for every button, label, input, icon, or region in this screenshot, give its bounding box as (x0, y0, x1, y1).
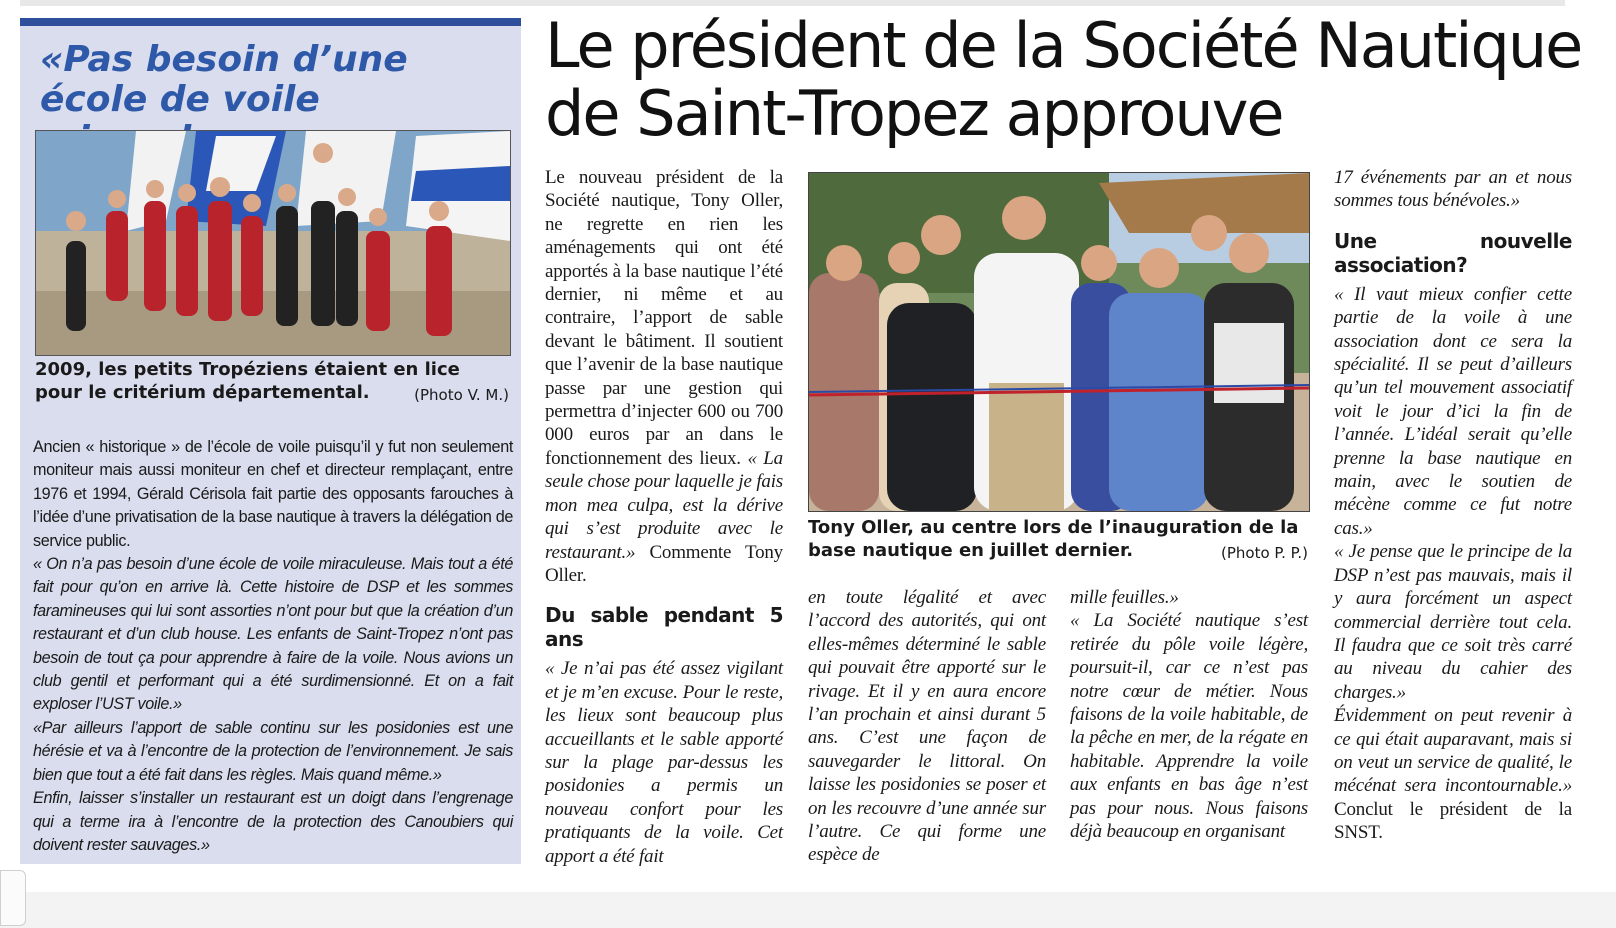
sidebar-photo-credit: (Photo V. M.) (414, 386, 509, 404)
sailing-kids-photo (35, 130, 511, 356)
sidebar-body (33, 436, 513, 857)
sidebar-title: «Pas besoin d’une école de voile (40, 39, 408, 120)
article-conclusion: Conclut le président de la SNST. (1334, 798, 1572, 844)
article-column-1 (545, 166, 783, 868)
article-headline: Le président de la Société Nautique de Saint-Tropez approuve (545, 9, 1582, 150)
article-attribution: Commente Tony Oller. (545, 541, 783, 586)
viewer-bottom-bar (0, 892, 1616, 928)
inauguration-image (809, 173, 1309, 511)
article-quote: « Je n’ai pas été assez vigilant et je m’en excuse. Pour le reste, les lieux sont beaucoup plus accueillants et le sable apporté sur la plage par-dessus les posidonies a permis un nouveau confort pour les pratiquants de la voile. Cet apport a été fait (545, 658, 783, 867)
article-quote: « La seule chose pour laquelle je fais mon mea culpa, est la dérive qui s’est produite avec le restaurant.» (545, 447, 783, 563)
main-caption-text: Tony Oller, au centre lors de l’inauguration de la base nautique en juillet dernier. (808, 517, 1299, 561)
main-photo-credit: (Photo P. P.) (1221, 544, 1308, 562)
sidebar-photo-caption (35, 358, 509, 407)
sidebar-quote: Enfin, laisser s’installer un restaurant est un doigt dans l’engrenage qui a terme ira à l’encontre de la protection des Canoubiers qui doivent rester sauvages.» (33, 789, 513, 854)
subheading-association: Une nouvelle association? (1334, 228, 1572, 277)
article-paragraph (1334, 704, 1572, 844)
article-quote: « Il vaut mieux confier cette partie de la voile à une association dont ce sera la spécialité. Il se peut d’ailleurs qu’un tel mouvement associatif voit le jour d’ici la fin de l’année. L’idéal serait qu’elle prenne la base nautique en main, avec le soutien de mécène comme ce fut notre cas.» (1334, 283, 1572, 539)
article-column-2 (808, 586, 1046, 867)
article-column-4 (1334, 166, 1572, 845)
sidebar-caption-text: 2009, les petits Tropéziens étaient en lice pour le critérium départemental. (35, 359, 460, 403)
main-photo-caption (808, 516, 1308, 565)
article-quote: « Je pense que le principe de la DSP n’est pas mauvais, mais il y aura forcément un aspect commercial derrière tout cela. Il faudra que ce soit très carré au niveau du cahier des charges.» (1334, 541, 1572, 703)
viewer-side-tab[interactable] (0, 870, 26, 926)
top-rule (20, 0, 1565, 6)
article-text: Le nouveau président de la Société nautique, Tony Oller, ne regrette en rien les aménagements qui ont été apportés à la base nautique l’été dernier, ni même et au contraire, l’apport de sable devant le bâtiment. Il soutient que l’avenir de la base nautique passe par une gestion qui permettra d’injecter 600 ou 700 000 euros par an dans le fonctionnement des lieux. (545, 167, 783, 469)
article-quote: en toute légalité et avec l’accord des autorités, qui ont elles-mêmes déterminé le sable qui pouvait être apporté sur le rivage. Et il y en aura encore l’an prochain et ainsi durant 5 ans. C’est une façon de sauvegarder le littoral. On laisse les posidonies se poser et on les recouvre d’une année sur l’autre. Ce qui forme une espèce de (808, 587, 1046, 866)
article-column-3 (1070, 586, 1308, 843)
sidebar-quote: «Par ailleurs l’apport de sable continu sur les posidonies est une hérésie et va à l’encontre de la protection de l’environnement. Je sais bien que tout a été fait dans les règles. Mais quand même.» (33, 718, 513, 784)
subheading-sable: Du sable pendant 5 ans (545, 603, 783, 652)
article-paragraph (545, 166, 783, 587)
article-quote: « La Société nautique s’est retirée du pôle voile légère, poursuit-il, car ce n’est pas notre cœur de métier. Nous faisons de la voile habitable, de la pêche en mer, de la régate en habitable. Apprendre la voile aux enfants en bas âge n’est pas pour nous. Nous faisons déjà beaucoup en organisant (1070, 610, 1308, 843)
sidebar-quote: « On n’a pas besoin d’une école de voile miraculeuse. Mais tout a été fait pour qu’on en arrive là. Cette histoire de DSP et les sommes faramineuses qui lui sont assorties n’ont pour but que la création d’un restaurant et d’un club house. Les enfants de Saint-Tropez n’ont pas besoin de tout ça pour apprendre à faire de la voile. Nous avions un club gentil et performant qui a été surdimensionné. Et on a fait exploser l’UST voile.» (33, 555, 513, 714)
inauguration-photo (808, 172, 1310, 512)
article-quote: Évidemment on peut revenir à ce qui était auparavant, mais si on veut un service de qualité, le mécénat sera incontournable.» (1334, 705, 1572, 797)
sailing-kids-image (36, 131, 510, 355)
article-quote: 17 événements par an et nous sommes tous bénévoles.» (1334, 167, 1572, 212)
sidebar-box (20, 18, 521, 864)
article-quote: mille feuilles.» (1070, 587, 1179, 608)
sidebar-paragraph: Ancien « historique » de l’école de voile puisqu’il y fut non seulement moniteur mais aussi moniteur en chef et directeur remplaçant, entre 1976 et 1994, Gérald Cérisola fait partie des opposants farouches à l’idée d’une privatisation de la base nautique à travers la délégation de service public. (33, 438, 513, 550)
